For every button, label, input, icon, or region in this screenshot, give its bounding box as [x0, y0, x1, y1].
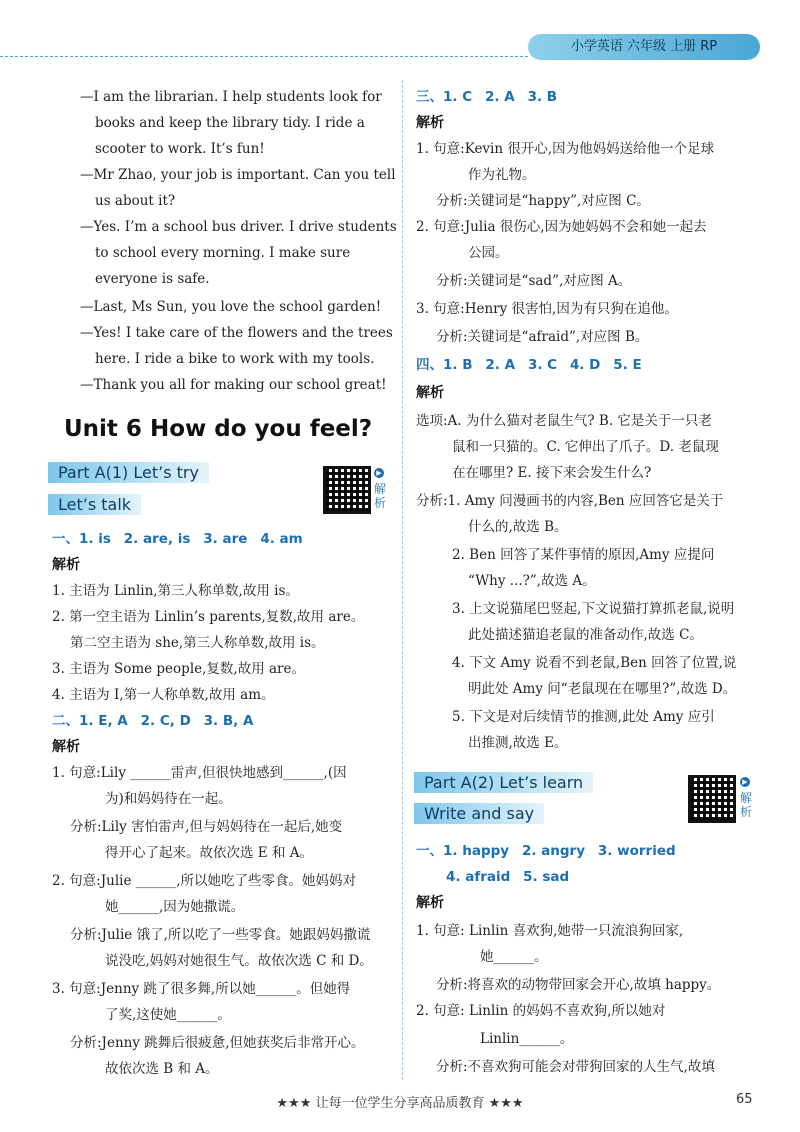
answer-item: 3. C [527, 357, 558, 373]
answer-item: 3. are [203, 531, 248, 547]
dialogue-line: —Yes. I’m a school bus driver. I drive students [80, 219, 397, 235]
explanation-line: 3. 句意:Henry 很害怕,因为有只狗在追他。 [416, 301, 678, 317]
explanation-line: 分析:Julie 饿了,所以吃了一些零食。她跟妈妈撒谎 [70, 927, 371, 943]
explanation-line: 什么的,故选 B。 [468, 519, 568, 535]
dialogue-line: —Last, Ms Sun, you love the school garden! [80, 299, 382, 315]
play-icon: ▶ [374, 468, 384, 478]
explanation-line: 此处描述猫追老鼠的准备动作,故选 C。 [468, 627, 703, 643]
answer-item: 2. A [485, 357, 516, 373]
qr-label: 解析 [374, 482, 387, 510]
answer-row [52, 712, 253, 730]
explanation-line: 作为礼物。 [468, 167, 536, 183]
analysis-heading: 解析 [52, 557, 80, 573]
answer-item: 1. B [443, 357, 473, 373]
part-title: Part A(2) Let’s learn [414, 772, 593, 793]
dialogue-line: to school every morning. I make sure [95, 245, 351, 261]
explanation-line: 故依次选 B 和 A。 [105, 1061, 219, 1077]
section-number: 一、 [52, 531, 79, 547]
part-subtitle: Write and say [414, 803, 544, 824]
explanation-line: 2. 第一空主语为 Linlin’s parents,复数,故用 are。 [52, 609, 365, 625]
explanation-line: 得开心了起来。故依次选 E 和 A。 [105, 845, 313, 861]
answer-item: 2. angry [521, 843, 586, 859]
explanation-line: 说没吃,妈妈对她很生气。故依次选 C 和 D。 [105, 953, 373, 969]
explanation-line: 1. 句意:Kevin 很开心,因为他妈妈送给他一个足球 [416, 141, 715, 157]
section-number: 二、 [52, 713, 79, 729]
qr-code-icon[interactable] [688, 775, 736, 823]
explanation-line: 4. 下文 Amy 说看不到老鼠,Ben 回答了位置,说 [452, 655, 737, 671]
explanation-line: 1. 句意:Lily ______雷声,但很快地感到______,(因 [52, 765, 347, 781]
answer-item: 2. are, is [123, 531, 191, 547]
analysis-heading: 解析 [416, 895, 444, 911]
explanation-line: 了奖,这使她______。 [105, 1007, 231, 1023]
answer-item: 1. C [443, 89, 473, 105]
section-number: 三、 [416, 89, 443, 105]
qr-label: 解析 [740, 791, 753, 819]
dialogue-line: —Thank you all for making our school great! [80, 377, 387, 393]
explanation-line: 她______。 [480, 949, 548, 965]
explanation-line: 3. 句意:Jenny 跳了很多舞,所以她______。但她得 [52, 981, 351, 997]
answer-item: 3. B, A [203, 713, 254, 729]
dialogue-line: everyone is safe. [95, 271, 210, 287]
explanation-line: 分析:不喜欢狗可能会对带狗回家的人生气,故填 [436, 1059, 715, 1075]
column-divider [402, 80, 403, 1080]
section-number: 一、 [416, 843, 443, 859]
answer-item: 1. is [79, 531, 111, 547]
explanation-line: 分析:Lily 害怕雷声,但与妈妈待在一起后,她变 [70, 819, 343, 835]
dialogue-line: scooter to work. It’s fun! [95, 141, 265, 157]
explanation-line: 2. 句意:Julia 很伤心,因为她妈妈不会和她一起去 [416, 219, 707, 235]
explanation-line: 第二空主语为 she,第三人称单数,故用 is。 [70, 635, 325, 651]
answer-item: 4. am [260, 531, 303, 547]
explanation-line: 选项:A. 为什么猫对老鼠生气? B. 它是关于一只老 [416, 413, 712, 429]
dialogue-line: —I am the librarian. I help students look for [80, 89, 382, 105]
answer-row [416, 356, 642, 374]
answer-item: 4. afraid [446, 869, 511, 885]
explanation-line: 明此处 Amy 问“老鼠现在在哪里?”,故选 D。 [468, 681, 737, 697]
answer-item: 2. C, D [140, 713, 191, 729]
explanation-line: 2. 句意: Linlin 的妈妈不喜欢狗,所以她对 [416, 1003, 666, 1019]
play-icon: ▶ [740, 777, 750, 787]
explanation-line: 5. 下文是对后续情节的推测,此处 Amy 应引 [452, 709, 715, 725]
unit-title: Unit 6 How do you feel? [64, 416, 373, 442]
answer-item: 2. A [485, 89, 515, 105]
part-title: Part A(1) Let’s try [48, 462, 209, 483]
explanation-line: 2. 句意:Julie ______,所以她吃了些零食。她妈妈对 [52, 873, 357, 889]
explanation-line: 她______,因为她撒谎。 [105, 899, 245, 915]
footer-slogan: ★★★ 让每一位学生分享高品质教育 ★★★ [276, 1096, 524, 1111]
explanation-line: 为)和妈妈待在一起。 [105, 791, 232, 807]
explanation-line: 3. 上文说猫尾巴竖起,下文说猫打算抓老鼠,说明 [452, 601, 735, 617]
analysis-heading: 解析 [416, 385, 444, 401]
explanation-line: “Why ...?”,故选 A。 [468, 573, 596, 589]
analysis-heading: 解析 [416, 115, 444, 131]
dialogue-line: here. I ride a bike to work with my tools. [95, 351, 375, 367]
explanation-line: Linlin______。 [480, 1031, 574, 1047]
answer-item: 1. E, A [79, 713, 128, 729]
explanation-line: 分析:1. Amy 问漫画书的内容,Ben 应回答它是关于 [416, 493, 724, 509]
answer-item: 5. sad [523, 869, 570, 885]
explanation-line: 在在哪里? E. 接下来会发生什么? [452, 465, 652, 481]
explanation-line: 鼠和一只猫的。C. 它伸出了爪子。D. 老鼠现 [452, 439, 719, 455]
answer-row [52, 530, 303, 548]
header-label: 小学英语 六年级 上册 RP [528, 34, 760, 60]
dialogue-line: books and keep the library tidy. I ride a [95, 115, 365, 131]
answer-item: 5. E [613, 357, 642, 373]
answer-row [446, 868, 569, 886]
explanation-line: 1. 主语为 Linlin,第三人称单数,故用 is。 [52, 583, 299, 599]
dialogue-line: —Mr Zhao, your job is important. Can you tell [80, 167, 396, 183]
explanation-line: 分析:将喜欢的动物带回家会开心,故填 happy。 [436, 977, 721, 993]
explanation-line: 分析:关键词是“sad”,对应图 A。 [436, 273, 632, 289]
answer-item: 1. happy [443, 843, 510, 859]
part-subtitle: Let’s talk [48, 494, 141, 515]
explanation-line: 分析:关键词是“happy”,对应图 C。 [436, 193, 650, 209]
dialogue-line: —Yes! I take care of the flowers and the trees [80, 325, 393, 341]
answer-row [416, 88, 557, 106]
answer-item: 3. worried [597, 843, 676, 859]
qr-code-icon[interactable] [323, 466, 371, 514]
section-number: 四、 [416, 357, 443, 373]
explanation-line: 2. Ben 回答了某件事情的原因,Amy 应提问 [452, 547, 715, 563]
dialogue-line: us about it? [95, 193, 176, 209]
answer-item: 4. D [569, 357, 601, 373]
analysis-heading: 解析 [52, 739, 80, 755]
explanation-line: 出推测,故选 E。 [468, 735, 568, 751]
answer-row [416, 842, 676, 860]
answer-item: 3. B [527, 89, 558, 105]
explanation-line: 3. 主语为 Some people,复数,故用 are。 [52, 661, 305, 677]
header-rule [0, 56, 528, 57]
page-number: 65 [736, 1092, 753, 1107]
explanation-line: 分析:Jenny 跳舞后很疲惫,但她获奖后非常开心。 [70, 1035, 365, 1051]
explanation-line: 分析:关键词是“afraid”,对应图 B。 [436, 329, 649, 345]
explanation-line: 4. 主语为 I,第一人称单数,故用 am。 [52, 687, 275, 703]
explanation-line: 1. 句意: Linlin 喜欢狗,她带一只流浪狗回家, [416, 923, 684, 939]
explanation-line: 公园。 [468, 245, 509, 261]
